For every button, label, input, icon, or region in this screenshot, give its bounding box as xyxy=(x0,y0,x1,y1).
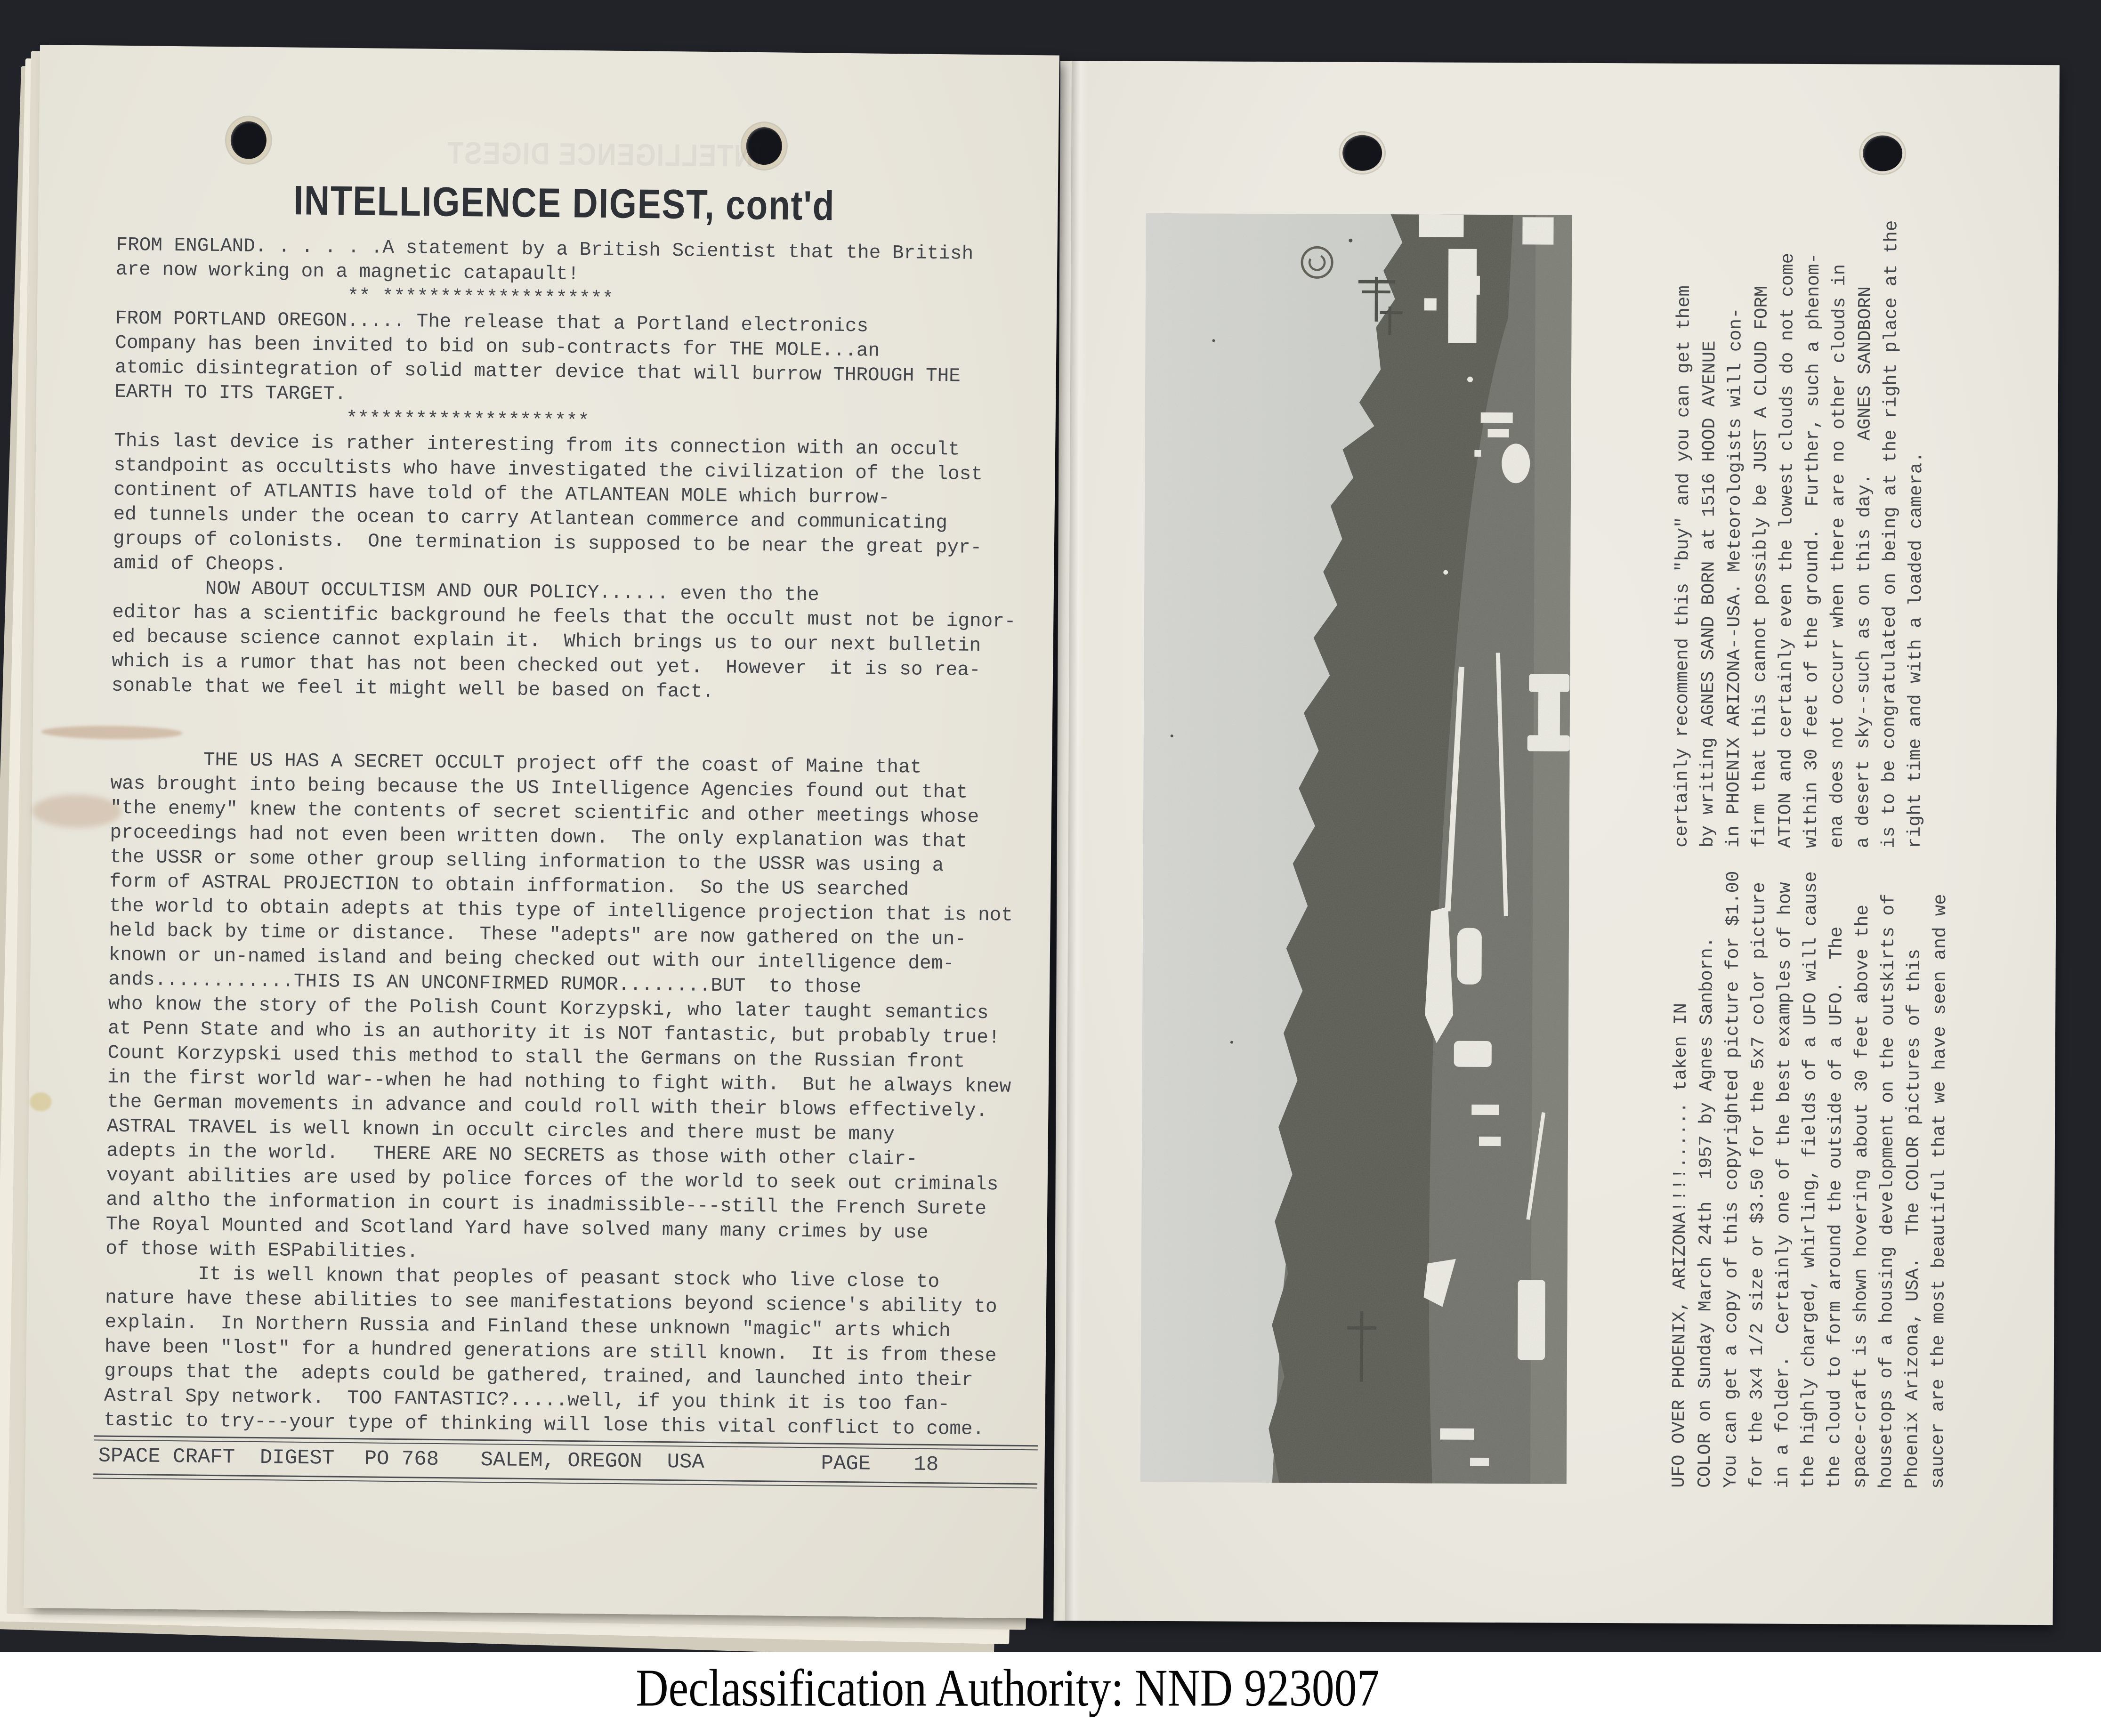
left-page xyxy=(24,45,1059,1618)
text-line: which is a rumor that has not been checked out yet. However it is so rea- xyxy=(112,650,981,681)
text-line: the world to obtain adepts at this type of intelligence projection that is not xyxy=(109,895,1013,927)
text-line: at Penn State and who is an authority it is NOT fantastic, but probably true! xyxy=(107,1017,1000,1049)
text-line: atomic disintegration of solid matter device that will burrow THROUGH THE xyxy=(114,356,961,388)
text-line: adepts in the world. THERE ARE NO SECRETS as those with other clair- xyxy=(106,1140,918,1171)
text-line: amid of Cheops. xyxy=(113,552,287,576)
text-line: groups that the adepts could be gathered, trained, and launched into their xyxy=(104,1360,973,1391)
text-line: in PHOENIX ARIZONA--USA. Meteorologists will con- xyxy=(1723,307,1746,848)
footer-po-box: PO 768 xyxy=(364,1447,439,1472)
text-line: standpoint as occultists who have investigated the civilization of the lost xyxy=(113,454,983,486)
page-crease xyxy=(1065,61,1088,1621)
text-line: space-craft is shown hovering about 30 feet above the xyxy=(1850,904,1874,1489)
declassification-bar xyxy=(0,1652,2101,1736)
text-line: is to be congratulated on being at the right place at the xyxy=(1878,220,1902,848)
text-line: and altho the information in court is inadmissible---still the French Surete xyxy=(106,1189,987,1220)
text-line: the USSR or some other group selling information to the USSR was using a xyxy=(109,846,944,877)
text-line: ed because science cannot explain it. Which brings us to our next bulletin xyxy=(112,626,981,657)
text-line: Phoenix Arizona, USA. The COLOR pictures of this xyxy=(1901,949,1925,1489)
text-line: UFO OVER PHOENIX, ARIZONA!!!!...... taken IN xyxy=(1668,1002,1692,1488)
text-line: in the first world war--when he had nothing to fight with. But he always knew xyxy=(107,1066,1011,1098)
photo-caption-column-1 xyxy=(1666,866,1957,1489)
text-line: within 30 feet of the ground. Further, such a phenom- xyxy=(1801,253,1825,848)
text-line: the highly charged, whirling, fields of a UFO will cause xyxy=(1798,871,1822,1489)
body-text xyxy=(104,233,1058,1443)
text-line: Count Korzypski used this method to stall the Germans on the Russian front xyxy=(107,1042,965,1073)
text-line: This last device is rather interesting from its connection with an occult xyxy=(113,430,960,461)
text-line: voyant abilities are used by police forces of the world to seek out criminals xyxy=(106,1164,999,1196)
text-line: the German movements in advance and could roll with their blows effectively. xyxy=(107,1091,988,1122)
text-line: certainly recommend this "buy" and you can get them xyxy=(1671,285,1695,848)
footer-page-label: PAGE xyxy=(821,1452,871,1476)
text-line: NOW ABOUT OCCULTISM AND OUR POLICY...... even tho the xyxy=(112,577,819,606)
text-line: Astral Spy network. TOO FANTASTIC?.....well, if you think it is too fan- xyxy=(104,1385,950,1416)
footer-page-number: 18 xyxy=(913,1453,939,1477)
text-line: held back by time or distance. These "adepts" are now gathered on the un- xyxy=(109,920,967,951)
ghost-title: INTELLIGENCE DIGEST xyxy=(446,135,762,174)
text-line: saucer are the most beautiful that we have seen and we xyxy=(1927,894,1951,1489)
photo-grain xyxy=(1140,213,1572,1484)
text-line: It is well known that peoples of peasant stock who live close to xyxy=(105,1262,940,1293)
punch-hole xyxy=(1340,133,1384,173)
page-title-text: INTELLIGENCE DIGEST, cont'd xyxy=(293,177,835,229)
punch-hole xyxy=(1860,133,1905,173)
text-line: firm that this cannot possibly be JUST A CLOUD FORM xyxy=(1749,285,1772,848)
text-line: ** ******************** xyxy=(115,283,614,310)
text-line: continent of ATLANTIS have told of the ATLANTEAN MOLE which burrow- xyxy=(113,479,890,509)
text-line: in a folder. Certainly one of the best examples of how xyxy=(1772,882,1796,1488)
page-footer xyxy=(93,1435,1038,1488)
text-line: the cloud to form around the outside of a UFO. The xyxy=(1824,926,1847,1489)
text-line: ASTRAL TRAVEL is well known in occult circles and there must be many xyxy=(106,1115,895,1146)
declassification-text: Declassification Authority: NND 923007 xyxy=(636,1659,1380,1718)
stain-mark xyxy=(30,1092,51,1111)
text-line: have been "lost" for a hundred generations are still known. It is from these xyxy=(104,1336,997,1367)
text-line: known or un-named island and being checked out with our intelligence dem- xyxy=(108,944,954,975)
ufo-photo xyxy=(1140,213,1572,1484)
text-line: "the enemy" knew the contents of secret scientific and other meetings whose xyxy=(110,797,979,828)
footer-city: SALEM, OREGON USA xyxy=(480,1448,705,1474)
text-line: for the 3x4 1/2 size or $3.50 for the 5x7 color picture xyxy=(1746,882,1770,1488)
text-line: You can get a copy of this copyrighted picture for $1.00 xyxy=(1720,871,1744,1488)
text-line: who know the story of the Polish Count Korzypski, who later taught semantics xyxy=(108,993,989,1025)
right-page xyxy=(1054,61,2060,1625)
text-line: ed tunnels under the ocean to carry Atlantean commerce and communicating xyxy=(113,503,948,534)
punch-hole xyxy=(226,117,271,163)
text-line: ATION and certainly even the lowest clouds do not come xyxy=(1775,252,1799,848)
text-line: by writing AGNES SAND BORN at 1516 HOOD AVENUE xyxy=(1697,340,1721,848)
text-line: The Royal Mounted and Scotland Yard have solved many many crimes by use xyxy=(105,1213,929,1244)
text-line: right time and with a loaded camera. xyxy=(1904,452,1927,849)
text-line: Company has been invited to bid on sub-contracts for THE MOLE...an xyxy=(115,332,880,362)
text-line: editor has a scientific background he feels that the occult must not be ignor- xyxy=(112,601,1016,633)
text-line: of those with ESPabilities. xyxy=(105,1238,419,1263)
text-line: THE US HAS A SECRET OCCULT project off the coast of Maine that xyxy=(110,748,922,779)
photo-caption-column-2 xyxy=(1669,217,1932,848)
text-line: COLOR on Sunday March 24th 1957 by Agnes Sanborn. xyxy=(1694,937,1718,1488)
text-line: FROM ENGLAND. . . . . .A statement by a British Scientist that the British xyxy=(116,234,974,265)
page-title xyxy=(67,175,1061,232)
text-line: nature have these abilities to see manifestations beyond science's ability to xyxy=(105,1287,997,1318)
text-line: explain. In Northern Russia and Finland these unknown "magic" arts which xyxy=(105,1311,951,1342)
footer-publication: SPACE CRAFT DIGEST xyxy=(98,1444,335,1470)
text-line: tastic to try---your type of thinking will lose this vital conflict to come. xyxy=(104,1409,985,1441)
text-line: groups of colonists. One termination is supposed to be near the great pyr- xyxy=(113,528,982,559)
text-line: sonable that we feel it might well be based on fact. xyxy=(111,675,714,703)
text-line: proceedings had not even been written down. The only explanation was that xyxy=(110,822,968,853)
text-line: FROM PORTLAND OREGON..... The release that a Portland electronics xyxy=(115,307,869,338)
text-line: housetops of a housing development on the outskirts of xyxy=(1875,893,1899,1489)
text-line: form of ASTRAL PROJECTION to obtain infformation. So the US searched xyxy=(109,871,909,901)
text-line: EARTH TO ITS TARGET. xyxy=(114,381,347,405)
text-line: ena does not occurr when there are no other clouds in xyxy=(1826,264,1850,848)
text-line: ands............THIS IS AN UNCONFIRMED RUMOR........BUT to those xyxy=(108,969,862,999)
text-line: a desert sky--such as on this day. AGNES SANDBORN xyxy=(1852,286,1876,848)
stain-mark xyxy=(32,794,122,828)
text-line: was brought into being because the US Intelligence Agencies found out that xyxy=(110,773,968,804)
text-line: are now working on a magnetic catapault! xyxy=(115,258,580,286)
text-line: ********************* xyxy=(114,405,590,433)
